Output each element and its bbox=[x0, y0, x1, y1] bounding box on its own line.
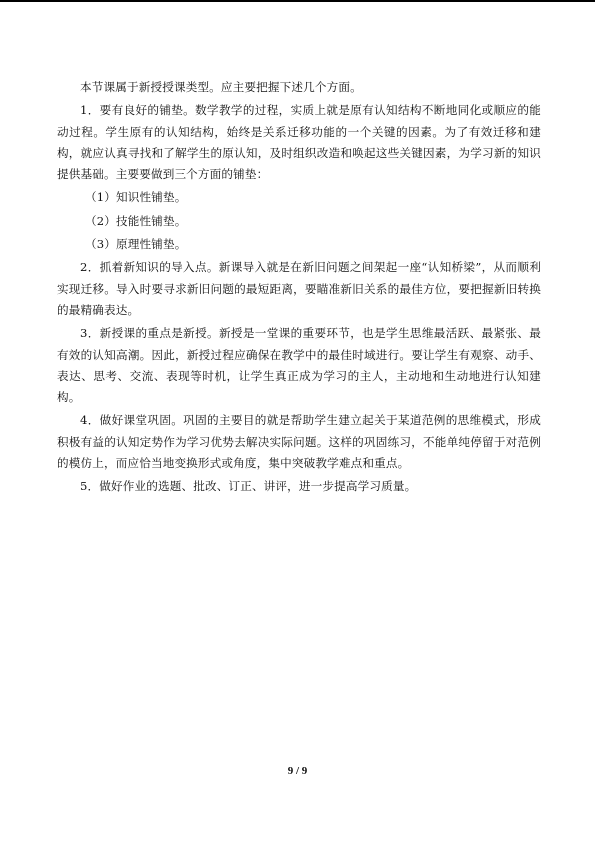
point-1-paragraph: 1．要有良好的铺垫。数学教学的过程，实质上就是原有认知结构不断地同化或顺应的能动过程。学生原有的认知结构，始终是关系迁移功能的一个关键的因素。为了有效迁移和建构，就应认真寻找和了解学生的原认知，及时组织改造和唤起这些关键因素，为学习新的知识提供基础。主要要做到三个方面的铺垫： bbox=[57, 103, 541, 182]
point-2-paragraph: 2．抓着新知识的导入点。新课导入就是在新旧问题之间架起一座“认知桥梁”，从而顺利实现迁移。导入时要寻求新旧问题的最短距离，要瞄准新旧关系的最佳方位，要把握新旧转换的最精确表达。 bbox=[57, 260, 541, 317]
intro-paragraph: 本节课属于新授授课类型。应主要把握下述几个方面。 bbox=[80, 80, 362, 94]
sub-item-principle: （3）原理性铺垫。 bbox=[85, 237, 187, 252]
header-rule bbox=[0, 0, 595, 2]
point-4-paragraph: 4．做好课堂巩固。巩固的主要目的就是帮助学生建立起关于某道范例的思维模式，形成积极有益的认知定势作为学习优势去解决实际问题。这样的巩固练习，不能单纯停留于对范例的模仿上，而应恰当地变换形式或角度，集中突破教学难点和重点。 bbox=[57, 413, 541, 471]
document-body bbox=[57, 77, 541, 500]
sub-item-knowledge: （1）知识性铺垫。 bbox=[85, 190, 187, 205]
point-5-paragraph: 5．做好作业的选题、批改、订正、讲评，进一步提高学习质量。 bbox=[80, 479, 417, 494]
sub-item-skill: （2）技能性铺垫。 bbox=[85, 213, 187, 228]
point-3-paragraph: 3．新授课的重点是新授。新授是一堂课的重要环节，也是学生思维最活跃、最紧张、最有效的认知高潮。因此，新授过程应确保在教学中的最佳时域进行。要让学生有观察、动手、表达、思考、交流、表现等时机，让学生真正成为学习的主人，主动地和生动地进行认知建构。 bbox=[57, 326, 541, 405]
page-number: 9 / 9 bbox=[287, 765, 308, 777]
